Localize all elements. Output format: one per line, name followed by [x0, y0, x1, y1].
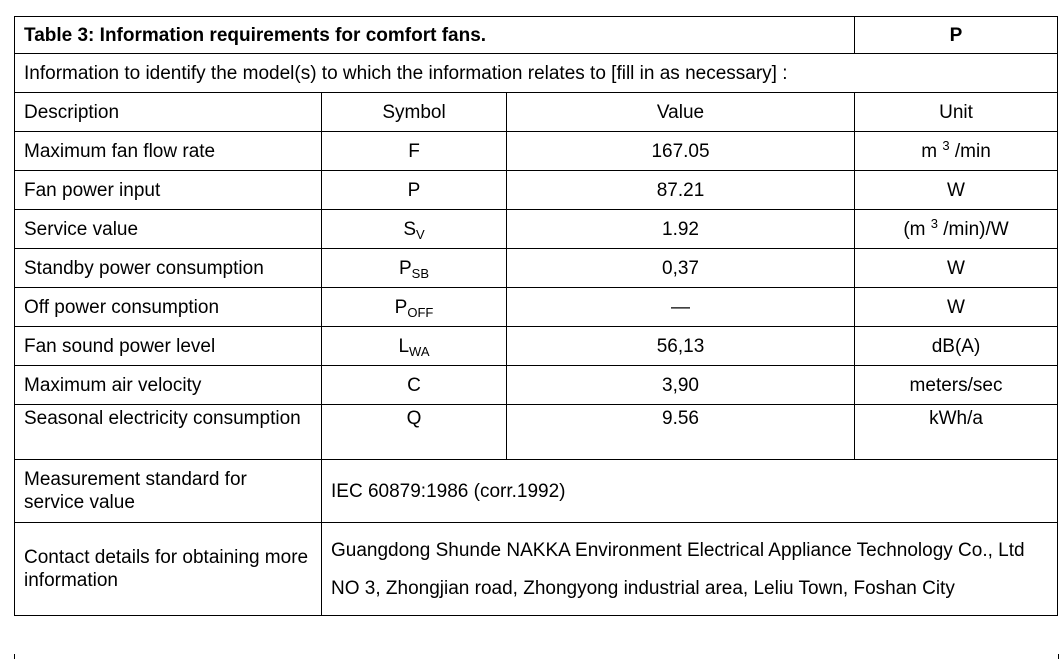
row-symbol: $P_{SB}$ [322, 249, 507, 288]
row-value: 0,37 [507, 249, 855, 288]
row-symbol: $S_V$ [322, 210, 507, 249]
row-description: Standby power consumption [15, 249, 322, 288]
row-description: Off power consumption [15, 288, 322, 327]
row-value: — [507, 288, 855, 327]
row-unit: kWh/a [855, 405, 1058, 460]
header-unit: Unit [855, 93, 1058, 132]
table-row [15, 327, 1058, 366]
model-info-text: Information to identify the model(s) to which the information relates to [fill in as necessary] : [15, 54, 1058, 93]
row-description: Fan sound power level [15, 327, 322, 366]
header-description: Description [15, 93, 322, 132]
table-row [15, 405, 1058, 460]
comfort-fan-info-table [14, 16, 1058, 616]
row-symbol: P [322, 171, 507, 210]
measurement-standard-value: IEC 60879:1986 (corr.1992) [322, 460, 1058, 523]
row-value: 167.05 [507, 132, 855, 171]
row-value: 9.56 [507, 405, 855, 460]
row-description: Service value [15, 210, 322, 249]
row-unit: W [855, 171, 1058, 210]
header-symbol: Symbol [322, 93, 507, 132]
row-description: Maximum fan flow rate [15, 132, 322, 171]
contact-details-value [322, 523, 1058, 616]
contact-company: Guangdong Shunde NAKKA Environment Electrical Appliance Technology Co., Ltd [331, 539, 1025, 561]
table-title-right: P [855, 17, 1058, 54]
row-symbol: $L_{WA}$ [322, 327, 507, 366]
row-unit: dB(A) [855, 327, 1058, 366]
row-unit: W [855, 288, 1058, 327]
measurement-standard-row [15, 460, 1058, 523]
table-row [15, 132, 1058, 171]
row-value: 3,90 [507, 366, 855, 405]
contact-address: NO 3, Zhongjian road, Zhongyong industrial area, Leliu Town, Foshan City [331, 577, 955, 599]
row-value: 1.92 [507, 210, 855, 249]
table-title-row [15, 17, 1058, 54]
row-symbol: Q [322, 405, 507, 460]
row-symbol: C [322, 366, 507, 405]
row-description: Fan power input [15, 171, 322, 210]
row-symbol: F [322, 132, 507, 171]
contact-details-label: Contact details for obtaining more information [15, 523, 322, 616]
header-value: Value [507, 93, 855, 132]
table-row [15, 249, 1058, 288]
row-description: Maximum air velocity [15, 366, 322, 405]
table-continuation-border [14, 654, 1059, 659]
row-unit: W [855, 249, 1058, 288]
table-row [15, 171, 1058, 210]
measurement-standard-label: Measurement standard for service value [15, 460, 322, 523]
row-symbol: $P_{OFF}$ [322, 288, 507, 327]
table-row [15, 210, 1058, 249]
row-unit: (m $^3$ /min)/W [855, 210, 1058, 249]
table-header-row [15, 93, 1058, 132]
row-unit: m $^3$ /min [855, 132, 1058, 171]
table-row [15, 288, 1058, 327]
contact-details-row [15, 523, 1058, 616]
row-unit: meters/sec [855, 366, 1058, 405]
row-description: Seasonal electricity consumption [15, 405, 322, 460]
row-value: 56,13 [507, 327, 855, 366]
model-info-row [15, 54, 1058, 93]
table-title: Table 3: Information requirements for comfort fans. [15, 17, 855, 54]
table-row [15, 366, 1058, 405]
row-value: 87.21 [507, 171, 855, 210]
